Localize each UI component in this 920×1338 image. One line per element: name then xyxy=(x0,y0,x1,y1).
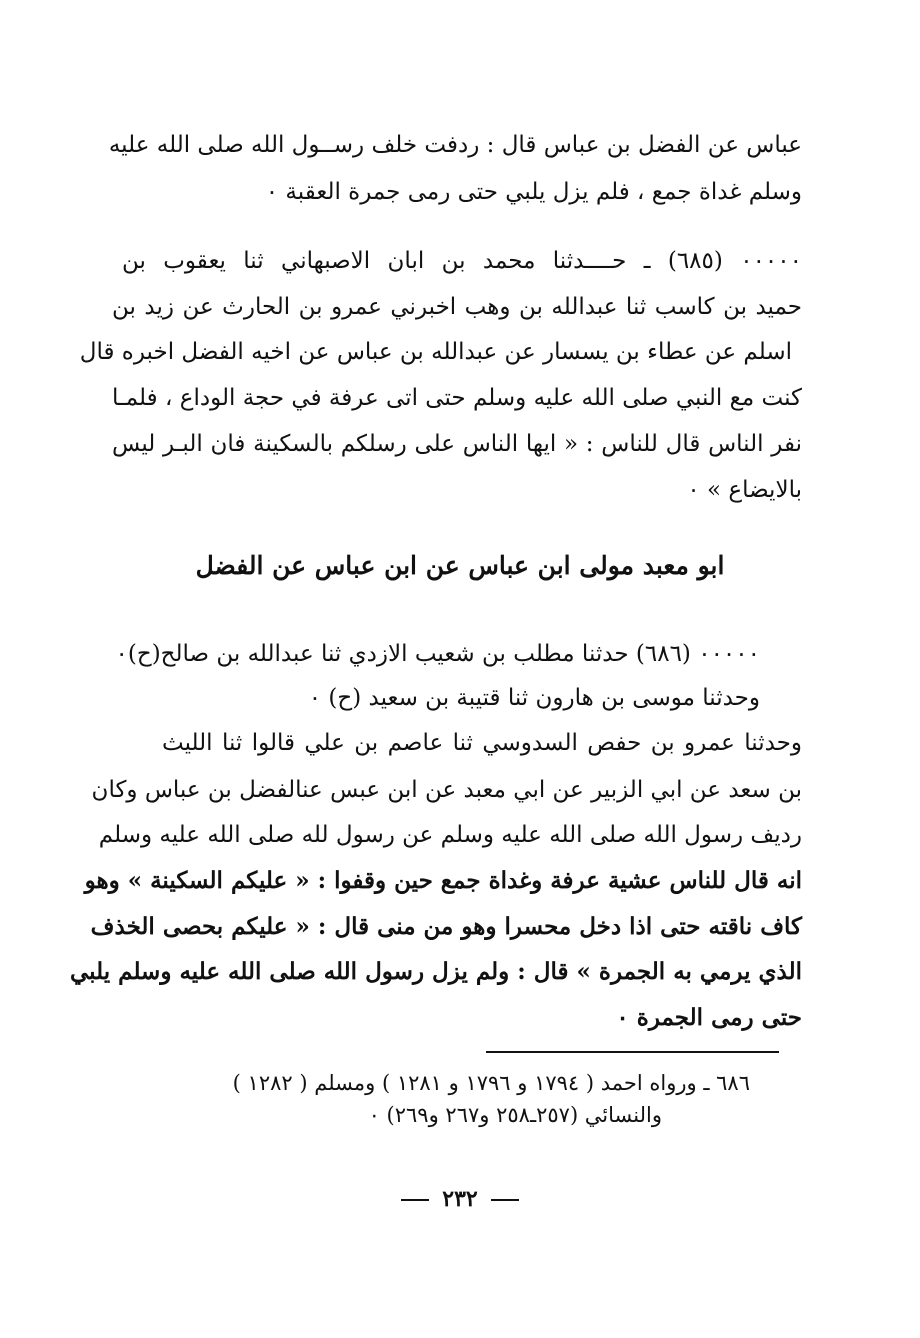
text-line: كنت مع النبي صلى الله عليه وسلم حتى اتى عرفة في حجة الوداع ، فلمـا xyxy=(112,385,802,411)
text-line: رديف رسول الله صلى الله عليه وسلم عن رسول لله صلى الله عليه وسلم xyxy=(98,822,802,848)
text-line: عباس عن الفضل بن عباس قال : ردفت خلف رســول الله صلى الله عليه xyxy=(108,132,802,158)
hadith-number-line: ٠٠٠٠٠ (٦٨٥) ـ حــــدثنا محمد بن ابان الاصبهاني ثنا يعقوب بن xyxy=(122,248,802,274)
text-line: وحدثنا عمرو بن حفص السدوسي ثنا عاصم بن علي قالوا ثنا الليث xyxy=(162,730,802,756)
page-number xyxy=(0,1186,920,1212)
text-line: بالايضاع » ٠ xyxy=(687,477,802,503)
page-number-dash xyxy=(401,1199,429,1201)
text-line: نفر الناس قال للناس : « ايها الناس على رسلكم بالسكينة فان البـر ليس xyxy=(112,431,802,457)
text-line: بن سعد عن ابي الزبير عن ابي معبد عن ابن عبس عنالفضل بن عباس وكان xyxy=(91,777,802,803)
text-line: حميد بن كاسب ثنا عبدالله بن وهب اخبرني عمرو بن الحارث عن زيد بن xyxy=(112,294,802,320)
text-line: انه قال للناس عشية عرفة وغداة جمع حين وقفوا : « عليكم السكينة » وهو xyxy=(84,867,802,894)
footnote-separator xyxy=(486,1051,779,1053)
page-number-dash xyxy=(491,1199,519,1201)
footnote-line: ٦٨٦ ـ ورواه احمد ( ١٧٩٤ و ١٧٩٦ و ١٢٨١ ) ومسلم ( ١٢٨٢ ) xyxy=(232,1071,750,1095)
text-line: حتى رمى الجمرة ٠ xyxy=(616,1004,802,1031)
page-number-value: ٢٣٢ xyxy=(442,1186,478,1212)
text-line: اسلم عن عطاء بن يسسار عن عبدالله بن عباس عن اخيه الفضل اخبره قال xyxy=(79,339,792,365)
text-line: وسلم غداة جمع ، فلم يزل يلبي حتى رمى جمرة العقبة ٠ xyxy=(265,179,802,205)
text-line: وحدثنا موسى بن هارون ثنا قتيبة بن سعيد (ح) ٠ xyxy=(308,685,760,711)
text-line: كاف ناقته حتى اذا دخل محسرا وهو من منى قال : « عليكم بحصى الخذف xyxy=(90,913,802,940)
hadith-number-line: ٠٠٠٠٠ (٦٨٦) حدثنا مطلب بن شعيب الازدي ثنا عبدالله بن صالح(ح)٠ xyxy=(115,641,760,667)
footnote-line: والنسائي (٢٥٧ـ٢٥٨ و٢٦٧ و٢٦٩) ٠ xyxy=(368,1103,662,1127)
section-heading: ابو معبد مولى ابن عباس عن ابن عباس عن الفضل xyxy=(195,551,725,580)
text-line: الذي يرمي به الجمرة » قال : ولم يزل رسول الله صلى الله عليه وسلم يلبي xyxy=(70,958,802,985)
